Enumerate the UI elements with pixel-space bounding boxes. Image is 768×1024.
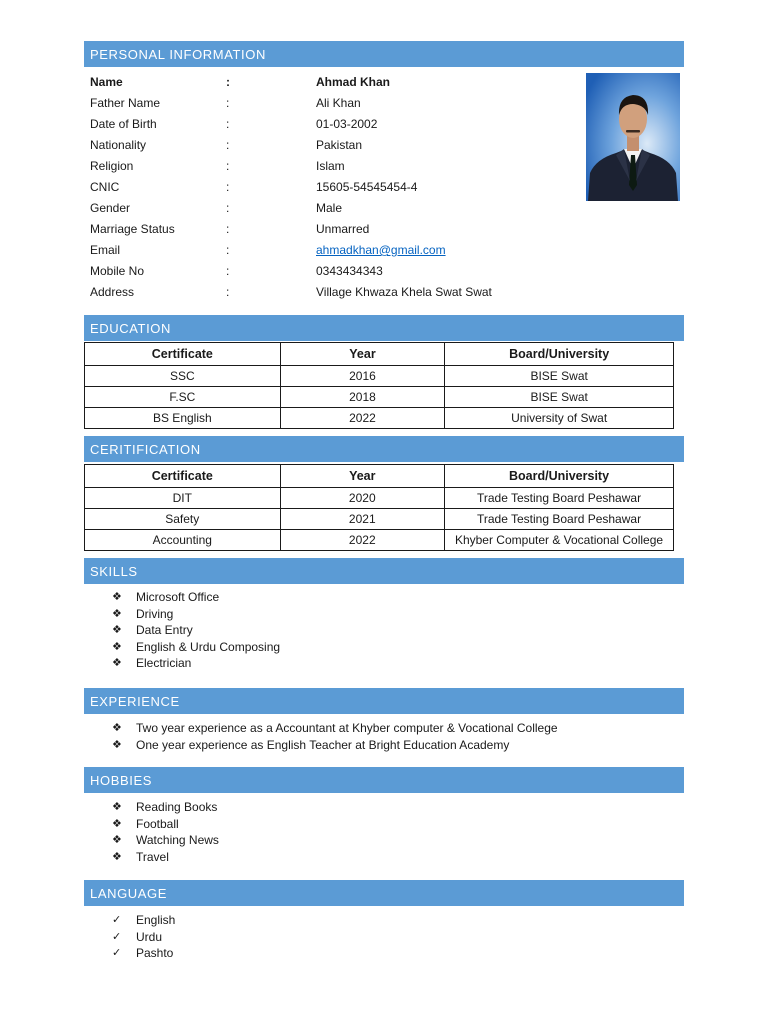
bullet-diamond-icon: ❖: [112, 591, 122, 603]
section-title: PERSONAL INFORMATION: [90, 46, 266, 62]
column-header-year: Year: [280, 343, 445, 366]
list-item: [112, 912, 175, 929]
table-cell: BS English: [85, 408, 281, 429]
info-value: Islam: [316, 159, 345, 173]
list-item: [112, 945, 175, 962]
section-certification: [84, 436, 684, 462]
list-item: [112, 589, 280, 606]
info-label: Nationality: [90, 138, 147, 152]
column-header-certificate: Certificate: [85, 465, 281, 488]
list-item-text: English: [136, 913, 176, 927]
table-cell: University of Swat: [445, 408, 674, 429]
info-label: CNIC: [90, 180, 120, 194]
table-cell: Safety: [85, 509, 281, 530]
skills-list: [112, 589, 280, 672]
table-cell: Trade Testing Board Peshawar: [445, 488, 674, 509]
table-row: [85, 366, 674, 387]
list-item-text: Watching News: [136, 833, 219, 848]
list-item-text: English & Urdu Composing: [136, 639, 281, 654]
table-cell: Accounting: [85, 530, 281, 551]
info-label: Address: [90, 285, 135, 299]
section-experience: [84, 688, 684, 714]
table-header-row: [85, 465, 674, 488]
list-item: [112, 720, 558, 737]
info-label: Date of Birth: [90, 117, 157, 131]
section-personal-information: [84, 41, 684, 67]
table-cell: SSC: [85, 366, 281, 387]
info-label: Name: [90, 75, 123, 89]
info-colon: :: [226, 159, 230, 173]
column-header-board-university: Board/University: [445, 465, 674, 488]
table-row: [85, 387, 674, 408]
table-cell: 2022: [280, 408, 445, 429]
experience-list: [112, 720, 558, 753]
bullet-diamond-icon: ❖: [112, 738, 122, 751]
section-language: [84, 880, 684, 906]
section-education: [84, 315, 684, 341]
table-cell: F.SC: [85, 387, 281, 408]
info-value: Pakistan: [316, 138, 363, 152]
info-label: Gender: [90, 201, 131, 215]
language-list: [112, 912, 175, 962]
table-row: [85, 408, 674, 429]
info-colon: :: [226, 222, 230, 236]
table-row: [85, 488, 674, 509]
bullet-diamond-icon: ❖: [112, 607, 122, 620]
column-header-year: Year: [280, 465, 445, 488]
info-label: Mobile No: [90, 264, 145, 278]
checkmark-icon: ✓: [112, 914, 122, 926]
section-title: LANGUAGE: [90, 885, 168, 901]
checkmark-icon: ✓: [112, 947, 122, 960]
list-item: [112, 622, 280, 639]
bullet-diamond-icon: ❖: [112, 657, 122, 670]
list-item-text: One year experience as English Teacher at Bright Education Academy: [136, 737, 510, 752]
list-item: [112, 606, 280, 623]
info-colon: :: [226, 201, 230, 215]
info-value: Village Khwaza Khela Swat Swat: [316, 285, 492, 299]
section-skills: [84, 558, 684, 584]
info-colon: :: [226, 285, 230, 299]
section-title: HOBBIES: [90, 772, 152, 788]
info-colon: :: [226, 117, 230, 131]
list-item-text: Travel: [136, 849, 169, 864]
column-header-board-university: Board/University: [445, 343, 674, 366]
list-item: [112, 816, 219, 833]
list-item-text: Electrician: [136, 656, 192, 671]
profile-photo: [586, 73, 680, 201]
list-item-text: Football: [136, 816, 179, 831]
table-cell: BISE Swat: [445, 366, 674, 387]
list-item-text: Reading Books: [136, 800, 218, 814]
info-label: Father Name: [90, 96, 161, 110]
info-value: 0343434343: [316, 264, 383, 278]
info-value: Ahmad Khan: [316, 75, 391, 89]
list-item: [112, 639, 280, 656]
section-title: EDUCATION: [90, 320, 171, 336]
checkmark-icon: ✓: [112, 930, 122, 943]
bullet-diamond-icon: ❖: [112, 624, 122, 637]
info-colon: :: [226, 75, 230, 89]
info-colon: :: [226, 96, 230, 110]
table-row: [85, 509, 674, 530]
table-header-row: [85, 343, 674, 366]
table-cell: BISE Swat: [445, 387, 674, 408]
bullet-diamond-icon: ❖: [112, 640, 122, 653]
info-value: Ali Khan: [316, 96, 361, 110]
table-cell: DIT: [85, 488, 281, 509]
list-item: [112, 655, 280, 672]
section-title: EXPERIENCE: [90, 693, 180, 709]
section-hobbies: [84, 767, 684, 793]
info-value: 15605-54545454-4: [316, 180, 418, 194]
column-header-certificate: Certificate: [85, 343, 281, 366]
list-item-text: Pashto: [136, 946, 174, 961]
list-item: [112, 832, 219, 849]
bullet-diamond-icon: ❖: [112, 801, 122, 813]
list-item-text: Driving: [136, 606, 174, 621]
table-row: [85, 530, 674, 551]
table-cell: 2016: [280, 366, 445, 387]
bullet-diamond-icon: ❖: [112, 850, 122, 863]
info-label: Religion: [90, 159, 134, 173]
education-table: [84, 342, 674, 429]
info-value: Male: [316, 201, 343, 215]
bullet-diamond-icon: ❖: [112, 834, 122, 847]
table-cell: Trade Testing Board Peshawar: [445, 509, 674, 530]
list-item: [112, 849, 219, 866]
list-item-text: Two year experience as a Accountant at Khyber computer & Vocational College: [136, 721, 558, 735]
list-item: [112, 929, 175, 946]
email-link[interactable]: ahmadkhan@gmail.com: [316, 243, 446, 257]
list-item-text: Urdu: [136, 929, 163, 944]
list-item: [112, 799, 219, 816]
info-colon: :: [226, 264, 230, 278]
table-cell: 2022: [280, 530, 445, 551]
table-cell: 2021: [280, 509, 445, 530]
info-value: 01-03-2002: [316, 117, 378, 131]
info-colon: :: [226, 180, 230, 194]
section-title: SKILLS: [90, 563, 138, 579]
info-colon: :: [226, 243, 230, 257]
table-cell: Khyber Computer & Vocational College: [445, 530, 674, 551]
hobbies-list: [112, 799, 219, 865]
info-label: Marriage Status: [90, 222, 175, 236]
info-label: Email: [90, 243, 121, 257]
bullet-diamond-icon: ❖: [112, 817, 122, 830]
section-title: CERITIFICATION: [90, 441, 201, 457]
certification-table: [84, 464, 674, 551]
table-cell: 2020: [280, 488, 445, 509]
bullet-diamond-icon: ❖: [112, 722, 122, 734]
info-colon: :: [226, 138, 230, 152]
list-item-text: Microsoft Office: [136, 590, 220, 604]
list-item: [112, 737, 558, 754]
table-cell: 2018: [280, 387, 445, 408]
list-item-text: Data Entry: [136, 623, 193, 638]
info-value: Unmarred: [316, 222, 370, 236]
